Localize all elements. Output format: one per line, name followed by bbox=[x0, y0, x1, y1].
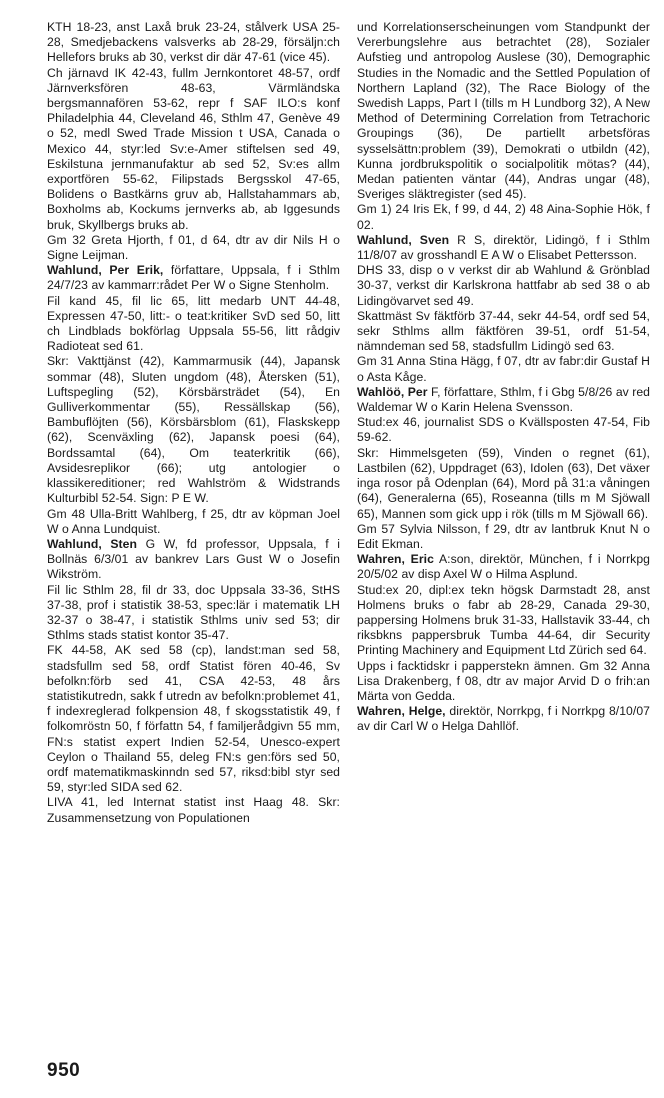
page-number: 950 bbox=[47, 1060, 81, 1081]
right-column-paragraph: Skr: Himmelsgeten (59), Vinden o regnet (61), Lastbilen (62), Uppdraget (63), Idolen (63), Det växer inga rosor på Odenplan (64), Mord på 31:a våningen (64), Generalerna (65), Roseanna (tills m M Sjöwall 65), Mannen som gick upp i rök (tills m M Sjöwall 66). bbox=[357, 445, 650, 521]
entry-text: författare, Uppsala, f i Sthlm 24/7/23 av kammarr:rådet Per W o Signe Stenholm. bbox=[47, 263, 340, 293]
right-column-paragraph: Skattmäst Sv fäktförb 37-44, sekr 44-54, ordf sed 54, sekr Sthlms allm fäktfören 39-51, ordf 51-54, nämndeman sed 58, stadsfullm Lidingö sed 63. bbox=[357, 308, 650, 354]
left-column-paragraph: KTH 18-23, anst Laxå bruk 23-24, stålverk USA 25-28, Smedjebackens valsverks ab 28-29, försäljn:ch Hellefors bruks ab 30, verkst dir där 47-61 (vice 45). bbox=[47, 20, 340, 65]
left-column-paragraph: Skr: Vakttjänst (42), Kammarmusik (44), Japansk sommar (48), Sluten ungdom (48), Återsken (51), Luftspegling (52), Körsbärsträdet (54), En Gulliverkommentar (55), Ressällskap (56), Bambuflöjten (56), Körsbärsblom (61), Flaskskepp (62), Scenväxling (62), Japansk poesi (64), Bordssamtal (64), Om teaterkritik (66), Avsidesreplikor (66); utg antologier o klassikereditioner; red Wahlström & Widstrands Kulturbibl 52-54. Sign: P E W. bbox=[47, 354, 340, 506]
right-column-paragraph: und Korrelationserscheinungen vom Standpunkt der Vererbungslehre aus betrachtet (28), Sozialer Aufstieg und antropolog Auslese (30), Demographic Studies in the Nomadic and the Settled Population of Northern Lapland (32), The Race Biology of the Swedish Lapps, Part I (tills m H Lundborg 32), A New Method of Determining Correlation from Tetrachoric Groupings (36), De partiellt arbetsföras sysselsättn:problem (39), Demokrati o utbildn (42), Kunna jordbrukspolitik o socialpolitik mötas? (44), Medan patienten väntar (44), Andras ungar (48), Sveriges släktregister (sed 45). bbox=[357, 20, 650, 202]
left-column-entry-paragraph bbox=[47, 537, 340, 583]
entry-text: R S, direktör, Lidingö, f i Sthlm 11/8/07 av grosshandl E A W o Elisabet Pettersson. bbox=[357, 232, 651, 263]
right-column bbox=[357, 20, 650, 735]
right-column-entry-paragraph bbox=[357, 233, 650, 263]
right-column-paragraph: Gm 31 Anna Stina Hägg, f 07, dtr av fabr:dir Gustaf H o Asta Kåge. bbox=[357, 354, 650, 384]
left-column-paragraph: FK 44-58, AK sed 58 (cp), landst:man sed 58, stadsfullm sed 58, ordf Statist fören 40-46, Sv befolkn:förb sed 41, CSA 42-53, 48 års statistikutredn, sakk f utredn av befolkn:problemet 41, f indexreglerad folkpension 48, f skogsstatistik 49, f folkomröstn 50, f författn 54, f familjerådgivn 55 mm, FN:s statist expert Indien 52-54, Unesco-expert Ceylon o Thailand 55, deleg FN:s gen:förs sed 50, ordf matematikmaskinndn sed 57, riksd:bibl styr sed 59, styr:led SIDA sed 62. bbox=[47, 643, 340, 795]
left-column-entry-paragraph bbox=[47, 263, 340, 293]
entry-text: F, författare, Sthlm, f i Gbg 5/8/26 av red Waldemar W o Karin Helena Svensson. bbox=[357, 384, 650, 415]
entry-text: A:son, direktör, München, f i Norrkpg 20/5/02 av disp Axel W o Hilma Asplund. bbox=[357, 552, 650, 582]
entry-name: Wahren, Eric bbox=[357, 552, 434, 567]
left-column-paragraph: Ch järnavd IK 42-43, fullm Jernkontoret 48-57, ordf Järnverksfören 48-63, Värmländska bergsmannafören 53-62, repr f SAF ILO:s konf Philadelphia 44, Cleveland 46, Sthlm 47, Genève 49 o 52, medl Swed Trade Mission t USA, Canada o Mexico 44, styr:led Sv:e-Amer stiftelsen sed 49, Eskilstuna jernmanufaktur ab sed 52, Sv:es allm exportfören 55-62, Filipstads Bergsskol 47-65, Bolidens o Bastkärns gruv ab, Hallstahammars ab, Boxholms ab, Kockums jernverks ab, ab Iggesunds bruk, Skyllbergs bruks ab. bbox=[47, 65, 340, 232]
right-column-entry-paragraph bbox=[357, 552, 650, 582]
right-column-paragraph: Stud:ex 46, journalist SDS o Kvällsposten 47-54, Fib 59-62. bbox=[357, 415, 650, 445]
right-column-entry-paragraph bbox=[357, 385, 650, 415]
right-column-paragraph: Gm 57 Sylvia Nilsson, f 29, dtr av lantbruk Knut N o Edit Ekman. bbox=[357, 521, 650, 551]
entry-name: Wahlund, Sven bbox=[357, 232, 450, 247]
right-column-paragraph: Upps i facktidskr i papperstekn ämnen. Gm 32 Anna Lisa Drakenberg, f 08, dtr av major Arvid D o frih:an Märta von Gedda. bbox=[357, 658, 650, 703]
left-column-paragraph: Gm 48 Ulla-Britt Wahlberg, f 25, dtr av köpman Joel W o Anna Lundquist. bbox=[47, 506, 340, 536]
right-column-paragraph: Gm 1) 24 Iris Ek, f 99, d 44, 2) 48 Aina-Sophie Hök, f 02. bbox=[357, 202, 650, 232]
left-column-paragraph: Gm 32 Greta Hjorth, f 01, d 64, dtr av dir Nils H o Signe Leijman. bbox=[47, 232, 340, 263]
right-column-paragraph: Stud:ex 20, dipl:ex tekn högsk Darmstadt 28, anst Holmens bruks o fabr ab 28-29, Canada 29-30, pappersing Holmens bruk 31-33, Hallstavik 33-44, ch riksbkns pappersbruk Tumba 44-64, dir Security Printing Machinery and Equipment Ltd Zürich sed 64. bbox=[357, 582, 650, 658]
entry-name: Wahren, Helge, bbox=[357, 704, 446, 719]
entry-name: Wahlund, Sten bbox=[47, 536, 137, 551]
left-column-paragraph: LIVA 41, led Internat statist inst Haag 48. Skr: Zusammensetzung von Populationen bbox=[47, 795, 340, 825]
entry-name: Wahlöö, Per bbox=[357, 384, 428, 399]
left-column-paragraph: Fil kand 45, fil lic 65, litt medarb UNT 44-48, Expressen 47-50, litt:- o teat:kritiker SvD sed 50, litt ch Lindblads bokförlag Uppsala 55-56, litt rådgiv Radioteat sed 61. bbox=[47, 293, 340, 354]
entry-text: G W, fd professor, Uppsala, f i Bollnäs 6/3/01 av bankrev Lars Gust W o Josefin Wikström. bbox=[47, 536, 341, 582]
right-column-entry-paragraph bbox=[357, 704, 650, 734]
entry-name: Wahlund, Per Erik, bbox=[47, 263, 164, 278]
left-column-paragraph: Fil lic Sthlm 28, fil dr 33, doc Uppsala 33-36, StHS 37-38, prof i statistik 38-53, spec:lär i matematik LH 32-37 o 38-47, i statistik Sthlms univ sed 53; dir Sthlms stads statist kontor 35-47. bbox=[47, 582, 340, 643]
entry-text: direktör, Norrkpg, f i Norrkpg 8/10/07 av dir Carl W o Helga Dahllöf. bbox=[357, 704, 650, 734]
left-column bbox=[47, 20, 340, 826]
right-column-paragraph: DHS 33, disp o v verkst dir ab Wahlund & Grönblad 30-37, verkst dir Karlskrona hattfabr ab sed 38 o ab Lidingövarvet sed 49. bbox=[357, 263, 650, 308]
